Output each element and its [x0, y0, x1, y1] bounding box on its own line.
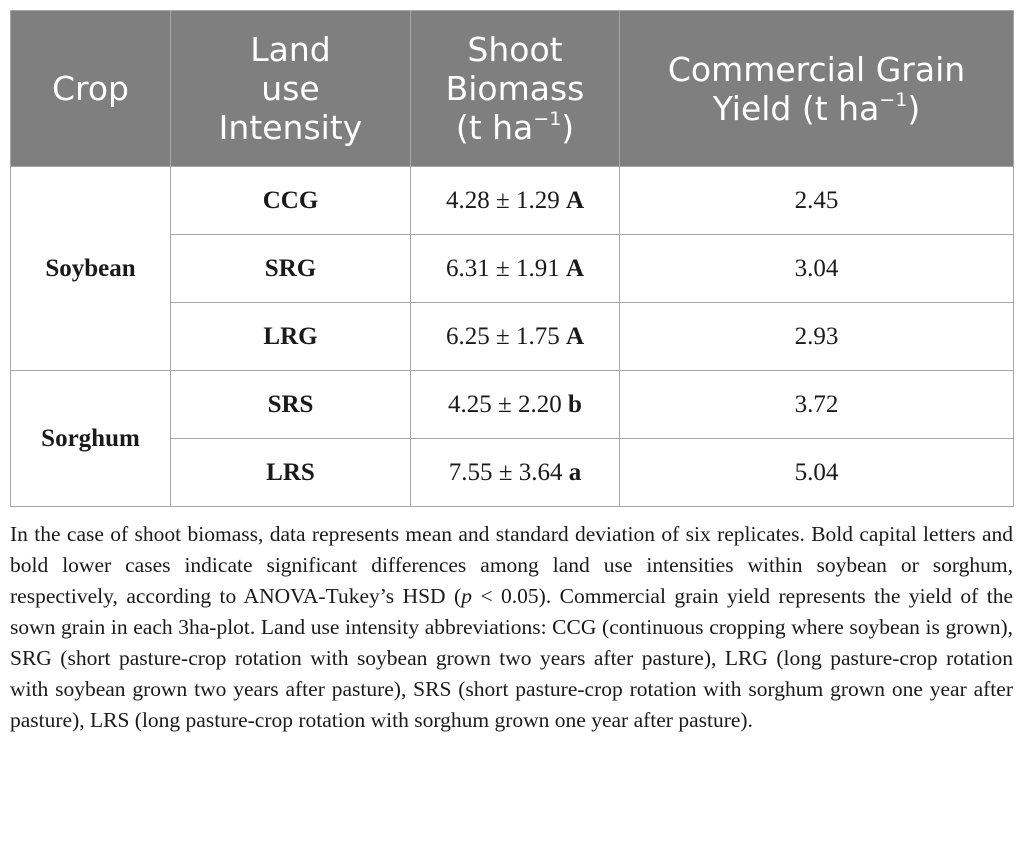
biomass-cell	[411, 303, 620, 371]
table-footnote	[10, 519, 1013, 736]
yield-cell: 2.45	[620, 167, 1014, 235]
significance-letter: A	[565, 186, 585, 214]
header-yield-line1: Commercial Grain	[667, 49, 966, 89]
header-yield-unit-exponent: −1	[879, 88, 908, 111]
header-crop	[11, 11, 171, 167]
intensity-cell: LRS	[171, 439, 411, 507]
significance-letter: a	[568, 458, 582, 486]
table-body	[11, 167, 1014, 507]
table-container	[10, 10, 1016, 758]
results-table	[10, 10, 1014, 507]
biomass-cell	[411, 235, 620, 303]
yield-cell: 5.04	[620, 439, 1014, 507]
table-header	[11, 11, 1014, 167]
biomass-cell	[411, 371, 620, 439]
header-shoot-unit-close: )	[561, 108, 575, 147]
significance-letter: b	[568, 390, 582, 418]
table-row	[11, 167, 1014, 235]
header-crop-label: Crop	[51, 69, 130, 108]
intensity-cell: LRG	[171, 303, 411, 371]
biomass-value: 6.31 ± 1.91	[445, 254, 560, 282]
header-shoot-biomass	[411, 11, 620, 167]
biomass-cell	[411, 167, 620, 235]
header-commercial-grain-yield	[620, 11, 1014, 167]
yield-cell: 2.93	[620, 303, 1014, 371]
biomass-value: 7.55 ± 3.64	[448, 458, 563, 486]
header-shoot-unit-exponent: −1	[533, 108, 562, 130]
header-row	[11, 11, 1014, 167]
header-shoot-line1: Shoot	[467, 30, 563, 69]
yield-cell: 3.72	[620, 371, 1014, 439]
crop-cell-sorghum: Sorghum	[11, 371, 171, 507]
biomass-value: 4.28 ± 1.29	[445, 186, 560, 214]
yield-cell: 3.04	[620, 235, 1014, 303]
header-shoot-line2: Biomass	[445, 69, 585, 108]
biomass-cell	[411, 439, 620, 507]
significance-letter: A	[565, 254, 585, 282]
biomass-value: 4.25 ± 2.20	[448, 390, 562, 418]
footnote-text-part2: < 0.05). Commercial grain yield represents the yield of the sown grain in each 3ha-plot. Land use intensity abbreviations: CCG (continuous cropping where soybean is grown), SRG (short pasture-crop rotation with soybean grown two years after pasture), LRG (long pasture-crop rotation with soybean grown two years after pasture), SRS (short pasture-crop rotation with sorghum grown one year after pasture), LRS (long pasture-crop rotation with sorghum grown one year after pasture).	[10, 584, 1013, 732]
intensity-cell: CCG	[171, 167, 411, 235]
footnote-p-symbol: p	[461, 584, 472, 608]
header-land-use-intensity	[171, 11, 411, 167]
header-land-use-line1: Land	[250, 30, 331, 69]
footnote-text-part1: In the case of shoot biomass, data represents mean and standard deviation of six replicates. Bold capital letters and bold lower cases indicate significant differences among land use intensities within soybean or sorghum, respectively, according to ANOVA-Tukey’s HSD (	[10, 522, 1013, 608]
header-shoot-unit: (t ha	[455, 108, 534, 147]
intensity-cell: SRG	[171, 235, 411, 303]
table-row	[11, 371, 1014, 439]
significance-letter: A	[565, 322, 585, 350]
header-yield-unit: Yield (t ha	[712, 88, 880, 128]
header-land-use-line3: Intensity	[218, 108, 363, 147]
biomass-value: 6.25 ± 1.75	[445, 322, 560, 350]
intensity-cell: SRS	[171, 371, 411, 439]
crop-cell-soybean: Soybean	[11, 167, 171, 371]
header-yield-unit-close: )	[907, 88, 921, 128]
header-land-use-line2: use	[261, 69, 320, 108]
